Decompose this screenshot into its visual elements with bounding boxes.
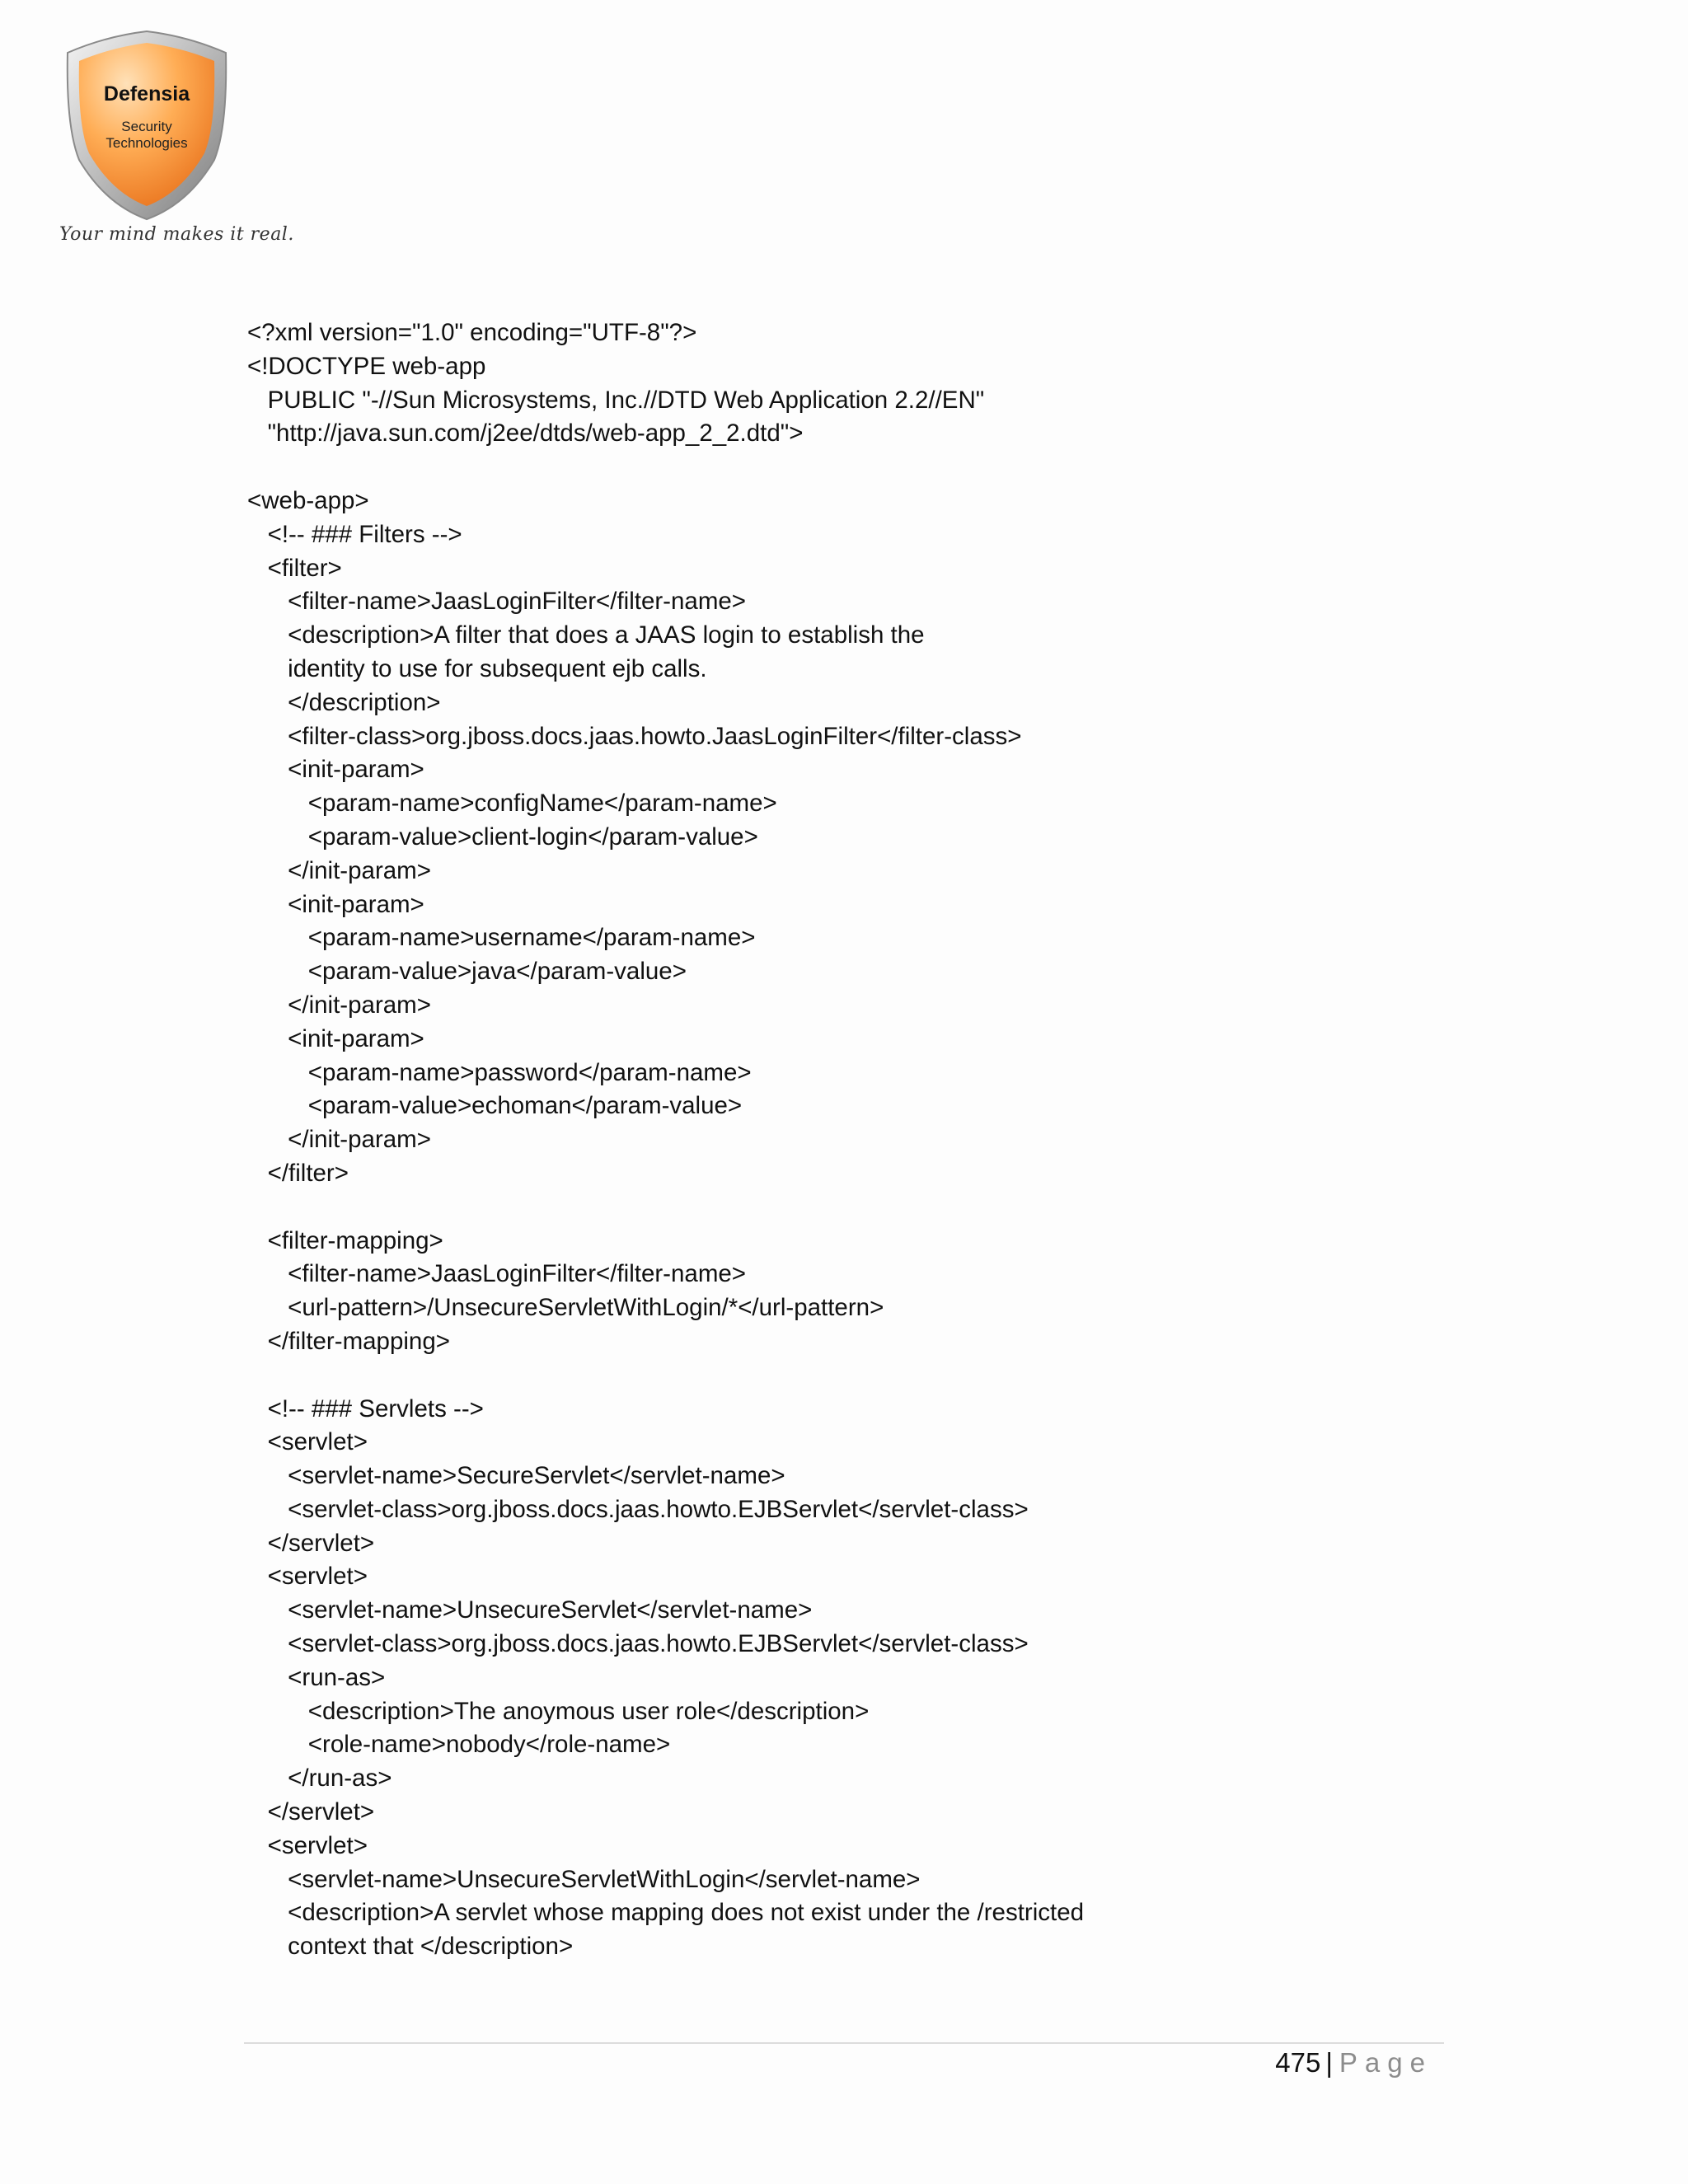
code-line: <filter-class>org.jboss.docs.jaas.howto.JaasLoginFilter</filter-class> (247, 722, 1022, 750)
code-line: identity to use for subsequent ejb calls. (247, 654, 707, 682)
logo-subtitle-line2: Technologies (106, 135, 188, 151)
code-line: "http://java.sun.com/j2ee/dtds/web-app_2_2.dtd"> (247, 419, 804, 448)
code-line: </init-param> (247, 1126, 431, 1154)
code-line: <description>The anoymous user role</description> (247, 1697, 870, 1725)
code-line: </init-param> (247, 856, 431, 884)
code-line: <init-param> (247, 890, 424, 918)
code-line: <role-name>nobody</role-name> (247, 1731, 671, 1759)
footer-divider (244, 2042, 1444, 2044)
code-line: <filter-mapping> (247, 1226, 443, 1254)
code-line: <servlet> (247, 1428, 368, 1456)
logo-title: Defensia (103, 82, 190, 105)
code-line: </init-param> (247, 991, 431, 1019)
code-line: <!DOCTYPE web-app (247, 352, 486, 380)
shield-icon (56, 28, 237, 226)
code-line: <!-- ### Servlets --> (247, 1394, 484, 1422)
code-line: </filter-mapping> (247, 1327, 450, 1355)
page-number: 475 (1275, 2047, 1321, 2078)
footer-separator: | (1325, 2047, 1333, 2078)
code-line: <servlet-name>UnsecureServletWithLogin</servlet-name> (247, 1865, 921, 1893)
code-line: <servlet-class>org.jboss.docs.jaas.howto.EJBServlet</servlet-class> (247, 1630, 1029, 1658)
code-line: <param-name>password</param-name> (247, 1058, 752, 1086)
logo-tagline: Your mind makes it real. (59, 224, 294, 245)
code-line: <!-- ### Filters --> (247, 520, 462, 548)
code-line: <filter-name>JaasLoginFilter</filter-name> (247, 1260, 747, 1288)
xml-code-listing (247, 316, 1484, 1964)
code-line: <web-app> (247, 486, 369, 514)
code-line: <init-param> (247, 1024, 424, 1052)
page-footer (1275, 2047, 1432, 2079)
code-line: context that </description> (247, 1933, 574, 1961)
code-line: </servlet> (247, 1798, 375, 1826)
code-line: </run-as> (247, 1765, 392, 1793)
code-line: </servlet> (247, 1529, 375, 1557)
code-line: <param-name>configName</param-name> (247, 790, 777, 818)
code-line: <param-value>client-login</param-value> (247, 823, 758, 851)
page-label: Page (1339, 2047, 1432, 2078)
code-line: <servlet-class>org.jboss.docs.jaas.howto.EJBServlet</servlet-class> (247, 1495, 1029, 1523)
code-line: <description>A filter that does a JAAS login to establish the (247, 621, 925, 649)
code-line: <filter> (247, 554, 342, 582)
code-line (247, 1191, 1484, 1225)
code-line: <url-pattern>/UnsecureServletWithLogin/*</url-pattern> (247, 1294, 884, 1322)
code-line (247, 1359, 1484, 1393)
code-line: <filter-name>JaasLoginFilter</filter-name> (247, 588, 747, 616)
code-line: <description>A servlet whose mapping does not exist under the /restricted (247, 1899, 1085, 1927)
code-line: <?xml version="1.0" encoding="UTF-8"?> (247, 319, 697, 346)
code-line: PUBLIC "-//Sun Microsystems, Inc.//DTD Web Application 2.2//EN" (247, 386, 985, 414)
logo-subtitle-line1: Security (121, 119, 172, 134)
code-line: <param-value>echoman</param-value> (247, 1092, 743, 1120)
code-line (247, 451, 1484, 485)
code-line: </description> (247, 688, 441, 716)
code-line: <servlet-name>UnsecureServlet</servlet-name> (247, 1596, 813, 1624)
code-line: <param-value>java</param-value> (247, 958, 687, 986)
code-line: <servlet-name>SecureServlet</servlet-name> (247, 1462, 785, 1490)
code-line: <init-param> (247, 756, 424, 784)
code-line: </filter> (247, 1159, 349, 1187)
code-line: <servlet> (247, 1831, 368, 1859)
code-line: <run-as> (247, 1663, 386, 1691)
code-line: <param-name>username</param-name> (247, 924, 756, 952)
code-line: <servlet> (247, 1563, 368, 1591)
